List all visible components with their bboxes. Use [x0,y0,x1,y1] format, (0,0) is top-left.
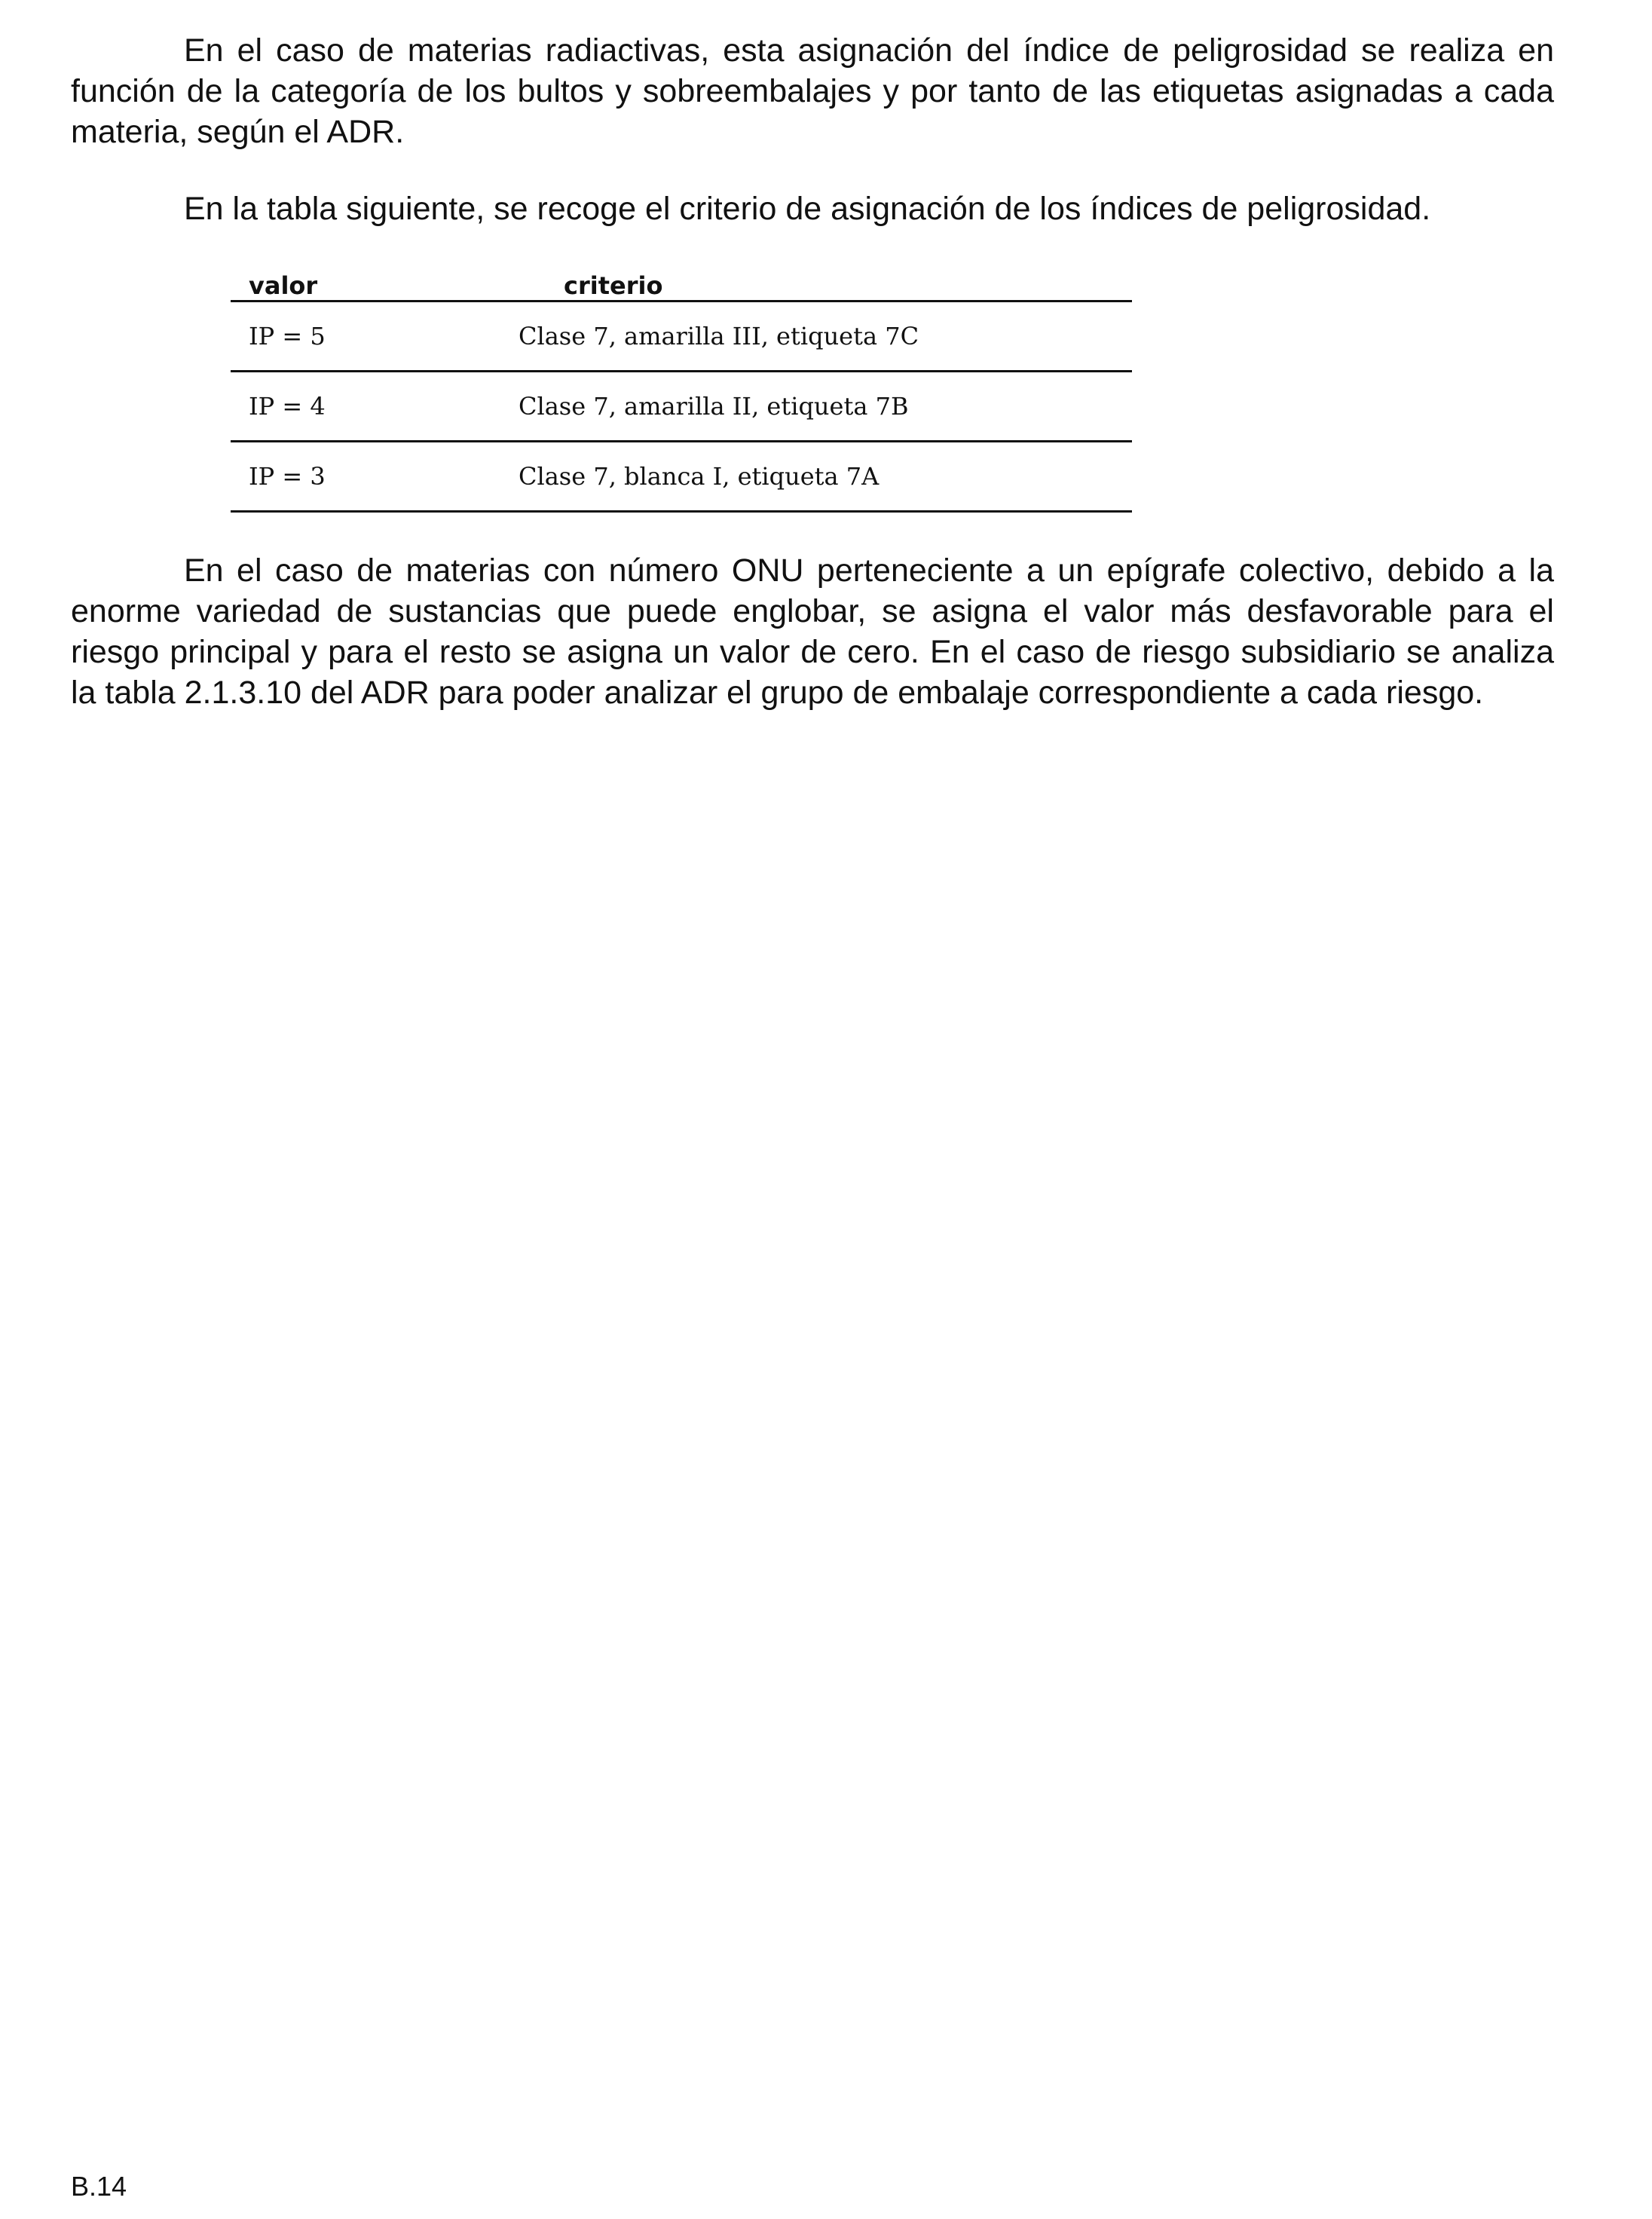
paragraph-radioactive: En el caso de materias radiactivas, esta asignación del índice de peligrosidad se realiza en función de la categoría de los bultos y sobreembalajes y por tanto de las etiquetas asignadas a cada materia, según el ADR. [71,32,1554,150]
table-row [231,301,1132,372]
header-valor: valor [231,265,500,301]
paragraph-table-intro: En la tabla siguiente, se recoge el criterio de asignación de los índices de peligrosidad. [184,191,1431,227]
table-header-row [231,265,1132,301]
cell-valor: IP = 5 [231,301,500,372]
page-number: B.14 [71,2171,127,2202]
cell-criterio: Clase 7, amarilla III, etiqueta 7C [500,301,1132,372]
paragraph-onu-collective: En el caso de materias con número ONU perteneciente a un epígrafe colectivo, debido a la enorme variedad de sustancias que puede englobar, se asigna el valor más desfavorable para el riesgo principal y para el resto se asigna un valor de cero. En el caso de riesgo subsidiario se analiza la tabla 2.1.3.10 del ADR para poder analizar el grupo de embalaje correspondiente a cada riesgo. [71,552,1554,711]
table-row [231,442,1132,512]
table-row [231,372,1132,442]
cell-criterio: Clase 7, blanca I, etiqueta 7A [500,442,1132,512]
cell-criterio: Clase 7, amarilla II, etiqueta 7B [500,372,1132,442]
cell-valor: IP = 4 [231,372,500,442]
criteria-table [231,265,1132,513]
cell-valor: IP = 3 [231,442,500,512]
criteria-table-container [231,265,1132,513]
header-criterio: criterio [500,265,1132,301]
